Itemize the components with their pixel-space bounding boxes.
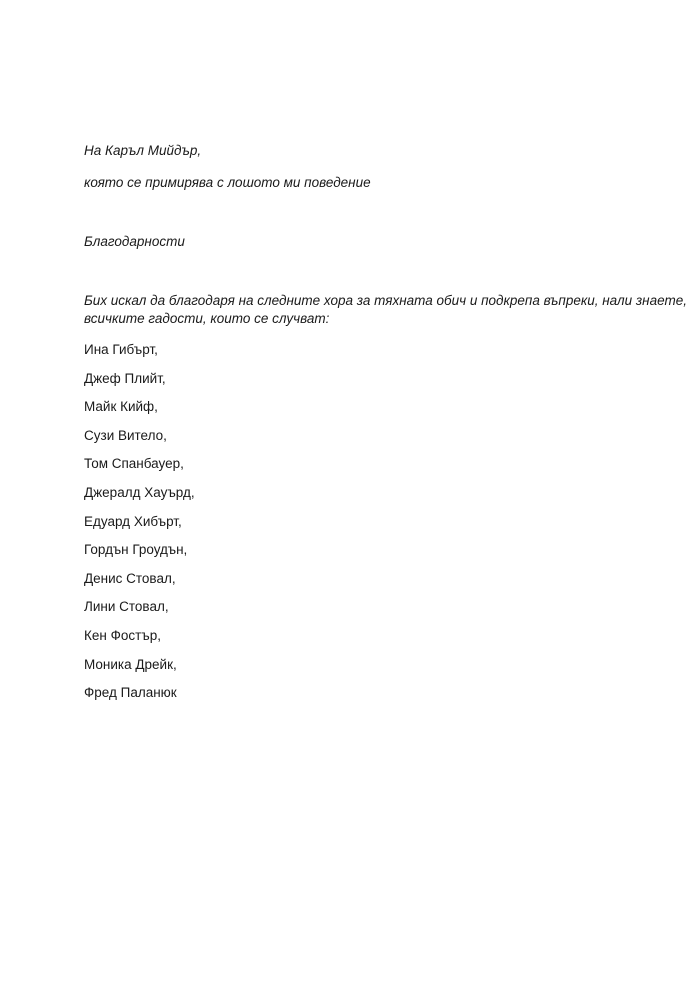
acknowledgements-intro-line-1: Бих искал да благодаря на следните хора за тяхната обич и подкрепа въпреки, нали знаете, (84, 293, 687, 308)
acknowledgements-intro-line-2: всичките гадости, които се случват: (84, 311, 330, 326)
dedication-recipient: На Каръл Мийдър, (84, 143, 202, 158)
name-list-item: Гордън Гроудън, (84, 542, 188, 558)
name-list-item: Джеф Плийт, (84, 370, 166, 386)
name-list-item: Ина Гибърт, (84, 342, 158, 357)
name-list-item: Лини Стовал, (84, 599, 169, 615)
name-list-item: Джералд Хауърд, (84, 484, 195, 500)
name-list-item: Денис Стовал, (84, 570, 176, 586)
acknowledgements-heading: Благодарности (84, 234, 185, 249)
name-list-item: Кен Фостър, (84, 627, 161, 643)
name-list-item: Едуард Хибърт, (84, 513, 182, 529)
dedication-text: която се примирява с лошото ми поведение (84, 175, 371, 190)
name-list-item: Сузи Витело, (84, 427, 167, 443)
name-list-item: Фред Паланюк (84, 685, 177, 701)
name-list-item: Том Спанбауер, (84, 456, 184, 472)
name-list-item: Майк Кийф, (84, 399, 158, 415)
name-list-item: Моника Дрейк, (84, 656, 177, 672)
acknowledgements-name-list (84, 341, 195, 713)
